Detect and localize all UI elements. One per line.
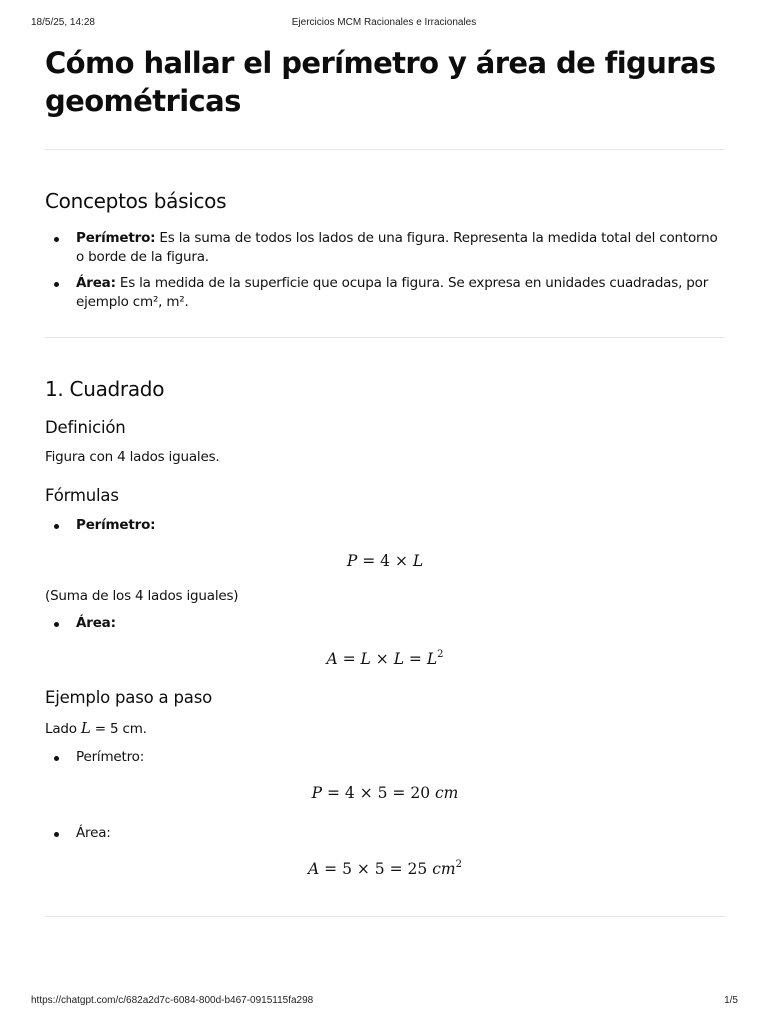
print-page-number: 1/5 (724, 995, 738, 1006)
formula-label-perimetro: Perímetro: (76, 517, 156, 533)
print-datetime: 18/5/25, 14:28 (31, 17, 95, 28)
perimetro-note: (Suma de los 4 lados iguales) (45, 588, 239, 604)
list-item (45, 748, 725, 767)
print-header (0, 17, 768, 31)
term-perimetro: Perímetro: (76, 230, 156, 246)
definicion-text: Figura con 4 lados iguales. (45, 449, 220, 465)
list-item (45, 229, 725, 267)
conceptos-list (45, 229, 725, 312)
ejemplo-formula-perimetro: P = 4 × 5 = 20 cm (311, 784, 459, 802)
definition-perimetro: Es la suma de todos los lados de una figura. Representa la medida total del contorno o borde de la figura. (76, 230, 718, 265)
divider (45, 916, 725, 917)
formula-area: $A = L \times L = L^2$ (326, 649, 444, 668)
formulas-list-perimetro (45, 516, 725, 535)
list-item (45, 516, 725, 535)
subheading-formulas: Fórmulas (45, 486, 119, 505)
list-item (45, 614, 725, 633)
divider (45, 149, 725, 150)
ejemplo-list-perimetro (45, 748, 725, 767)
print-footer (0, 995, 768, 1009)
section-heading-cuadrado: 1. Cuadrado (45, 377, 165, 401)
list-item (45, 824, 725, 843)
ejemplo-list-area (45, 824, 725, 843)
ejemplo-intro: Lado L = 5 cm. (45, 719, 147, 737)
subheading-definicion: Definición (45, 418, 126, 437)
ejemplo-label-perimetro: Perímetro: (76, 749, 145, 765)
formulas-list-area (45, 614, 725, 633)
section-heading-conceptos: Conceptos básicos (45, 189, 227, 213)
document-content (45, 44, 725, 917)
ejemplo-formula-area: A = 5 × 5 = 25 $cm^2$ (308, 859, 462, 878)
formula-label-area: Área: (76, 615, 116, 631)
print-doc-title: Ejercicios MCM Racionales e Irracionales (291, 17, 477, 28)
term-area: Área: (76, 275, 116, 291)
formula-perimetro: P = 4 × L (346, 552, 424, 570)
page-title: Cómo hallar el perímetro y área de figuras geométricas (45, 46, 716, 118)
print-url: https://chatgpt.com/c/682a2d7c-6084-800d-b467-0915115fa298 (31, 995, 314, 1006)
subheading-ejemplo: Ejemplo paso a paso (45, 688, 212, 707)
divider (45, 337, 725, 338)
list-item (45, 274, 725, 312)
definition-area: Es la medida de la superficie que ocupa la figura. Se expresa en unidades cuadradas, por ejemplo cm², m². (76, 275, 709, 310)
ejemplo-label-area: Área: (76, 825, 111, 841)
